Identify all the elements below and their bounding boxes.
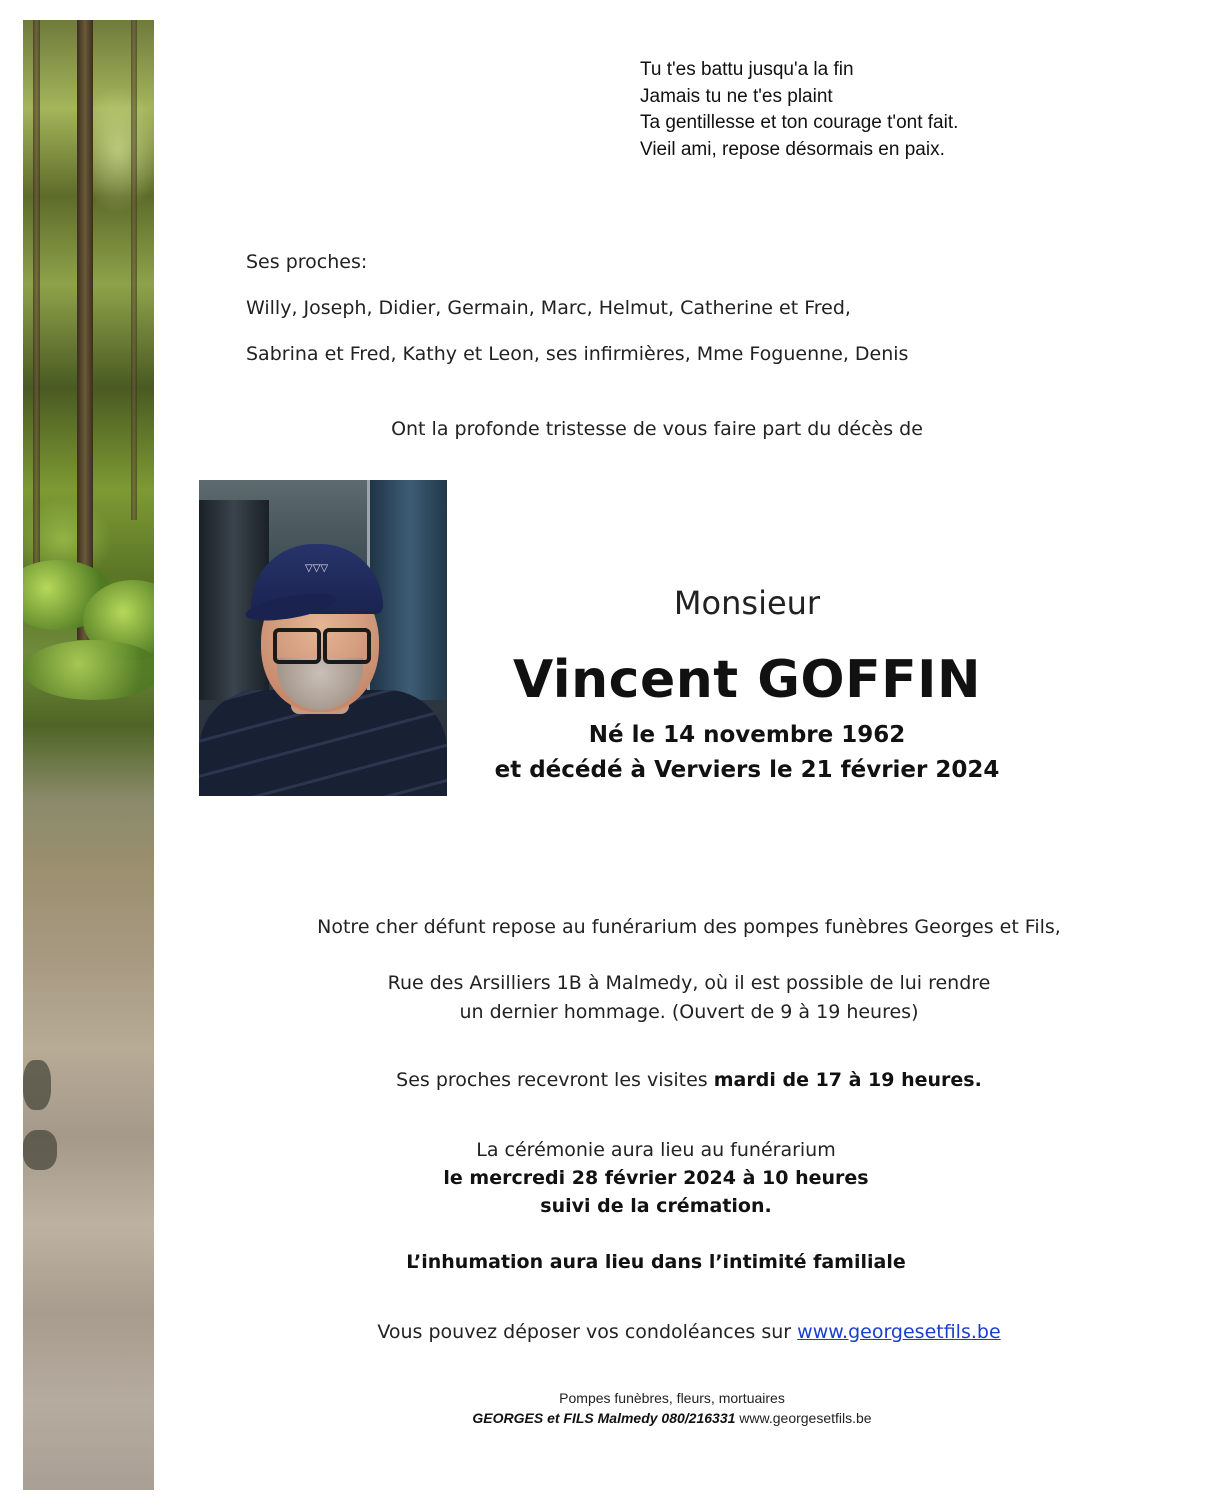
repose-text: Notre cher défunt repose au funérarium des pompes funèbres Georges et Fils, <box>317 916 1061 938</box>
announcement-text: Ont la profonde tristesse de vous faire part du décès de <box>391 418 923 440</box>
poem <box>640 57 958 163</box>
portrait-photo <box>199 480 447 796</box>
condolences-link[interactable]: www.georgesetfils.be <box>797 1321 1001 1343</box>
ceremony-date: le mercredi 28 février 2024 à 10 heures <box>443 1167 869 1189</box>
footer-contact <box>0 1410 1214 1426</box>
portrait-glasses <box>323 628 371 664</box>
inhumation-text: L’inhumation aura lieu dans l’intimité familiale <box>406 1251 906 1273</box>
birth-date: Né le 14 novembre 1962 <box>588 722 906 748</box>
moss-bush <box>23 640 154 700</box>
honorific: Monsieur <box>673 584 821 622</box>
repose-text: un dernier hommage. (Ouvert de 9 à 19 heures) <box>459 1001 919 1023</box>
poem-line: Vieil ami, repose désormais en paix. <box>640 138 945 160</box>
footer-website: www.georgesetfils.be <box>735 1410 872 1426</box>
deceased-name: Vincent GOFFIN <box>512 650 982 710</box>
footer-company: GEORGES et FILS Malmedy 080/216331 <box>472 1410 736 1426</box>
footer-services: Pompes funèbres, fleurs, mortuaires <box>559 1390 785 1406</box>
visits-text <box>0 1069 1214 1091</box>
ceremony-followup: suivi de la crémation. <box>540 1195 772 1217</box>
tree-trunk <box>77 20 93 640</box>
tree-trunk <box>131 20 137 520</box>
visits-time: mardi de 17 à 19 heures. <box>713 1069 982 1091</box>
ceremony-text: La cérémonie aura lieu au funérarium <box>476 1139 836 1161</box>
visits-prefix: Ses proches recevront les visites <box>396 1069 714 1091</box>
repose-text: Rue des Arsilliers 1B à Malmedy, où il est possible de lui rendre <box>387 972 991 994</box>
family-names-line: Sabrina et Fred, Kathy et Leon, ses infirmières, Mme Foguenne, Denis <box>246 343 909 365</box>
family-label: Ses proches: <box>246 251 368 273</box>
portrait-glasses <box>273 628 321 664</box>
cap-logo-icon: ▽▽▽ <box>305 563 329 574</box>
tree-trunk <box>33 20 40 580</box>
poem-line: Ta gentillesse et ton courage t'ont fait. <box>640 112 959 133</box>
family-names-line: Willy, Joseph, Didier, Germain, Marc, Helmut, Catherine et Fred, <box>246 297 851 319</box>
condolences-text <box>0 1321 1214 1343</box>
condolences-prefix: Vous pouvez déposer vos condoléances sur <box>377 1321 798 1343</box>
poem-line: Tu t'es battu jusqu'a la fin <box>640 59 854 80</box>
death-date: et décédé à Verviers le 21 février 2024 <box>494 757 1000 783</box>
poem-line: Jamais tu ne t'es plaint <box>640 85 833 107</box>
